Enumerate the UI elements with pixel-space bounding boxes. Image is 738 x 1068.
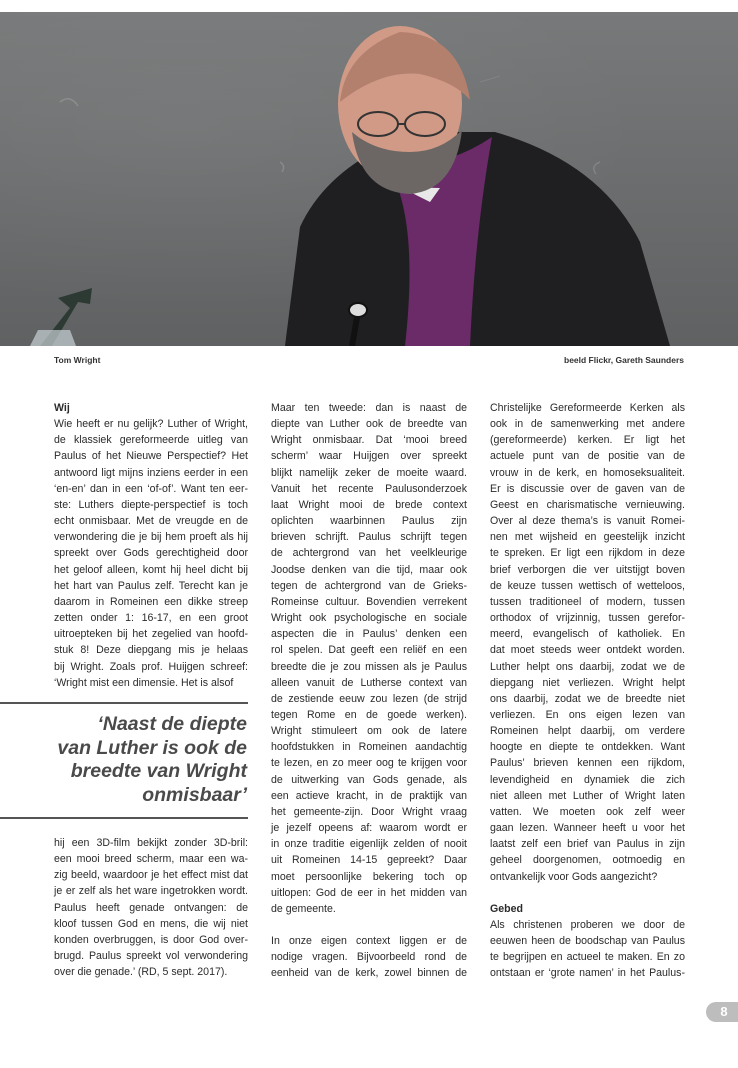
column-3-lines-b [490,917,685,982]
column-1-lines-bottom [54,835,248,980]
text-line: tegen de achtergrond van de Grieks- [271,579,467,592]
text-line: brugd. Paulus spreekt vol verwondering [54,950,248,963]
text-line: (gereformeerde) kerken. Er ligt het [490,434,685,447]
text-line: in onze traditie eigenlijk zelden of nooit [271,838,467,851]
text-line: Wright onmisbaar. Dat ‘mooi breed [271,434,467,447]
text-line: Maar ten tweede: dan is naast de [271,402,467,414]
text-line: ook in de samenwerking met andere [490,418,685,431]
text-line: rol spelen. Dat geeft een reliëf en een [271,644,467,657]
text-line: de gemeente. [271,902,336,915]
text-line: Paulus heeft genade ontvangen: de [54,901,248,914]
text-line: konden overbruggen, is door God over- [54,933,248,946]
text-line: verwondering die je bij hem proeft als hij [54,531,248,544]
column-1-top [54,400,248,691]
text-line: Er is discussie over de gaven van de [490,482,685,495]
text-line: te lezen, en zo meer oog te krijgen voor [271,757,467,770]
text-line: uit Romeinen 14-15 gepreekt? Daar [271,854,467,867]
text-line: diepte van Luther ook de breedte van [271,418,467,431]
text-line: niet alleen met Luther of Wright laten [490,789,685,802]
text-line: het hart van Paulus zelf. Terecht kan je [54,579,248,592]
text-line: brief verborgen die ver uitstijgt boven [490,563,685,576]
text-line: hij een 3D-film bekijkt zonder 3D-bril: [54,837,248,849]
text-line: kloof tussen God en mens, die wij niet [54,917,248,930]
text-line: nen met wijsheid en geestelijk inzicht [490,531,685,544]
text-line: te spreken. Er ligt een rijkdom in deze [490,547,685,560]
text-line: ste: Luthers diepte-perspectief is toch [54,498,248,511]
text-line: orthodox of vrijzinnig, tussen gerefor- [490,612,685,625]
text-line: ons daarbij, zodat we de breedte niet [490,692,685,705]
text-line: levendigheid en dynamiek die zich [490,773,685,786]
text-line: hoofdstukken in Romeinen aandachtig [271,741,467,754]
text-line: geheel doorgenomen, ootmoedig en [490,854,685,867]
text-line: oplichten waarbinnen Paulus zijn [271,515,467,528]
text-line: ‘Wright mist een dimensie. Het is alsof [54,676,234,689]
text-line: Over al deze thema’s is vanuit Romei- [490,515,685,528]
text-line: blijkt namelijk zeker de moeite waard. [271,466,467,479]
section-heading-gebed: Gebed [490,902,523,915]
speaker-illustration [0,12,738,346]
text-line: de uitwerking van Gods genade, als [271,773,467,786]
text-line: Wright ook psychologische en sociale [271,612,467,625]
text-line: zig beeld, waardoor je het effect mist dat [54,869,248,882]
text-line: alleen vanuit de Lutherse context van [271,676,467,689]
text-line: meerd, evangelisch of katholiek. En [490,628,685,641]
text-line: ‘en-en’ dan in een ‘of-of’. Want ten eer- [54,482,248,495]
text-line: vrouw in de kerk, en homoseksualiteit. [490,466,685,479]
text-line: bij Wright. Zoals prof. Huijgen schreef: [54,660,248,673]
text-line: uitlopen: God de eer in het midden van [271,886,467,899]
text-line: laat Wright mooi de brede context [271,498,467,511]
column-2-lines-a [271,400,467,917]
text-line: vatten. We moeten ook zelf weer [490,805,685,818]
page-number: 8 [706,1002,738,1022]
pull-quote-line: ‘Naast de diepte [97,713,247,735]
text-line: ontvankelijk voor Gods aangezicht? [490,870,658,883]
text-line: eeuwen heen de boodschap van Paulus [490,935,685,947]
text-line: uitroepteken bij het zegelied van hoofd- [54,628,248,641]
text-line: Wie heeft er nu gelijk? Luther of Wright, [54,418,248,431]
text-line: zetten onder 1: 16-17, en een groot [54,612,248,625]
text-line: Luther helpt ons daarbij, zodat we de [490,660,685,673]
text-line: Christelijke Gereformeerde Kerken als [490,402,685,414]
text-line: Paulus’ brieven kennen een rijkdom, [490,757,685,770]
text-line: Geest en charismatische vernieuwing. [490,498,685,511]
pull-quote-line: van Luther is ook de [57,736,247,759]
text-line: diepgang niet verliezen. Wright helpt [490,676,685,689]
pullquote-rule-bottom [0,817,248,819]
text-line: hoogte en diepte te ontdekken. Want [490,741,685,754]
text-line: scherm’ waar Huijgen over spreekt [271,450,467,463]
text-line: actuele punt van de positie van de [490,450,685,463]
text-line: moet persoonlijke bekering toch op [271,870,467,883]
column-2 [271,400,467,981]
section-heading-wij: Wij [54,402,70,414]
text-line: Paulus of het Nieuwe Perspectief? Het [54,450,248,463]
column-3 [490,400,685,981]
pull-quote [30,713,247,807]
text-line: brieven schrijft. Paulus schrijft tegen [271,531,467,544]
text-line: over die genade.’ (RD, 5 sept. 2017). [54,966,228,979]
text-line: In onze eigen context liggen er de [271,935,467,947]
text-line: Als christenen proberen we door de [490,918,685,931]
text-line: Wright stimuleert om ook de latere [271,725,467,738]
column-2-lines-b [271,933,467,981]
text-line: het gemeente-zijn. Door Wright vraag [271,805,467,818]
text-line: spreekt over Gods gerechtigheid door [54,547,248,560]
article-photo [0,12,738,346]
pullquote-rule-top [0,702,248,704]
column-1-lines-top [54,416,248,691]
text-line: eenheid van de kerk, zowel binnen de [271,967,467,980]
text-line: een mooi breed scherm, maar een wa- [54,853,248,866]
photo-credit: beeld Flickr, Gareth Saunders [564,355,684,365]
photo-caption: Tom Wright [54,355,101,365]
text-line: ontstaan er ‘grote namen’ in het Paulus- [490,967,685,980]
column-1-bottom [54,835,248,980]
text-line: gaan lezen. Wanneer heeft u voor het [490,822,685,835]
text-line: laatst zelf een brief van Paulus in zijn [490,838,685,851]
text-line: Vanuit het recente Paulusonderzoek [271,482,467,495]
text-line: Joodse denken van die tijd, maar ook [271,563,467,576]
text-line: tegen Rome en de goede werken). [271,708,467,721]
text-line: breedte die je zou missen als je Paulus [271,660,467,673]
text-line: nodige vragen. Bijvoorbeeld rond de [271,951,467,964]
column-3-lines-a [490,400,685,885]
text-line: echt onmisbaar. Met de vreugde en de [54,515,248,528]
text-line: een actieve kracht, in de praktijk van [271,789,467,802]
text-line: dat moet steeds weer ontdekt worden. [490,644,685,657]
text-line: je jezelf opeens af: waarom wordt er [271,822,467,835]
pull-quote-line: breedte van Wright [70,760,247,782]
pull-quote-line: onmisbaar’ [142,783,247,806]
text-line: de zestiende eeuw zou lezen (de strijd [271,692,467,705]
text-line: je er zelf als het ware ingetrokken wordt. [54,885,248,898]
text-line: Romeinse cultuur. Bovendien verrekent [271,595,467,608]
text-line: tussen traditioneel of modern, tussen [490,595,685,608]
text-line: de klassiek gereformeerde uitleg van [54,434,248,447]
text-line: het geloof alleen, komt hij heel dicht bij [54,563,248,576]
text-line: daarom in Romeinen een dikke streep [54,595,248,608]
text-line: aspecten die in Paulus’ denken een [271,628,467,641]
text-line: stuk 8! Deze diepgang mis je helaas [54,644,248,657]
text-line: te begrijpen en actueel te maken. En zo [490,951,685,964]
text-line: verliezen. En ons eigen lezen van [490,708,685,721]
text-line: de achtergrond van het veelkleurige [271,547,467,560]
text-line: Romeinen helpt daarbij, om verdere [490,725,685,738]
text-line: antwoord ligt mijns inziens eerder in een [54,466,248,479]
text-line: de keuze tussen wettisch of wetteloos, [490,579,685,592]
